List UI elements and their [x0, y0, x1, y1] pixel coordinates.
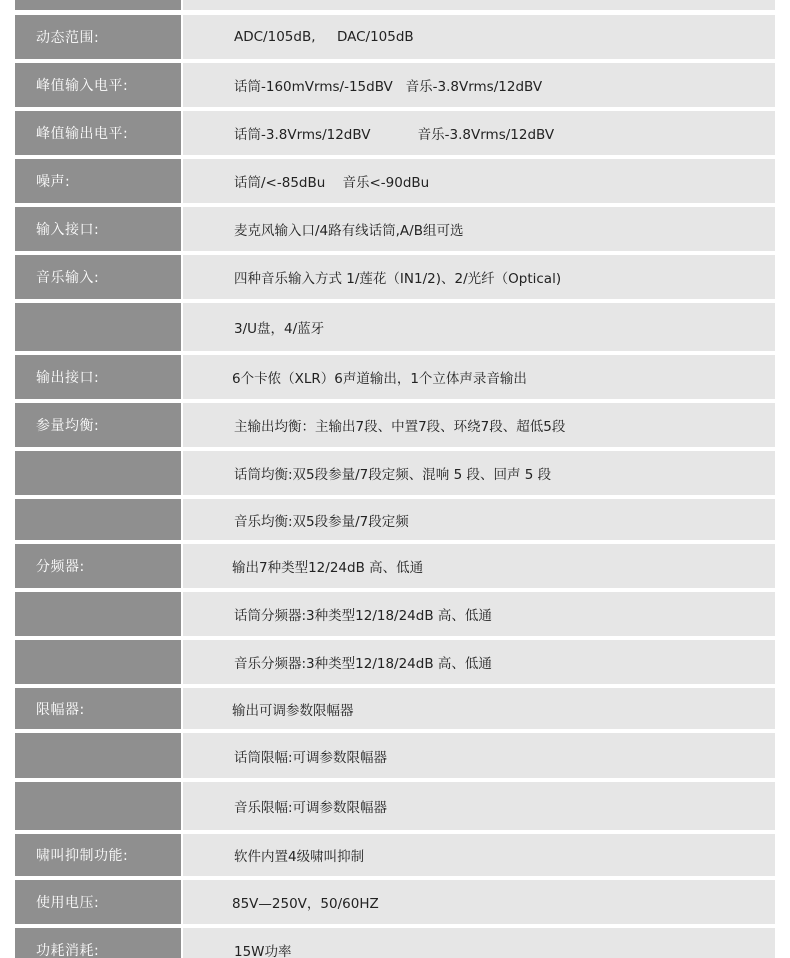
row-label: 峰值输入电平: [15, 63, 181, 107]
row-value: 85V—250V，50/60HZ [183, 880, 775, 924]
row-label [15, 0, 181, 10]
row-value: 话筒分频器:3种类型12/18/24dB 高、低通 [183, 592, 775, 636]
table-row [15, 355, 775, 399]
row-label [15, 303, 181, 351]
table-row [15, 782, 775, 830]
row-label: 动态范围: [15, 15, 181, 59]
row-label: 啸叫抑制功能: [15, 834, 181, 876]
row-label: 输入接口: [15, 207, 181, 251]
row-value: 音乐限幅:可调参数限幅器 [183, 782, 775, 830]
row-value: ADC/105dB, DAC/105dB [183, 15, 775, 59]
row-label: 分频器: [15, 544, 181, 588]
row-value: 15W功率 [183, 928, 775, 958]
row-value: 输出7种类型12/24dB 高、低通 [183, 544, 775, 588]
row-label: 峰值输出电平: [15, 111, 181, 155]
row-label [15, 592, 181, 636]
row-value: 四种音乐输入方式 1/莲花（IN1/2)、2/光纤（Optical) [183, 255, 775, 299]
table-row [15, 63, 775, 107]
row-value: 音乐均衡:双5段参量/7段定频 [183, 499, 775, 540]
row-label: 音乐输入: [15, 255, 181, 299]
table-row [15, 928, 775, 958]
row-label: 输出接口: [15, 355, 181, 399]
row-value: 话筒均衡:双5段参量/7段定频、混响 5 段、回声 5 段 [183, 451, 775, 495]
row-value: 话筒-3.8Vrms/12dBV 音乐-3.8Vrms/12dBV [183, 111, 775, 155]
row-value: 话筒/<-85dBu 音乐<-90dBu [183, 159, 775, 203]
table-row [15, 688, 775, 729]
row-label [15, 451, 181, 495]
table-row [15, 834, 775, 876]
row-label [15, 640, 181, 684]
row-value: 6个卡侬（XLR）6声道输出，1个立体声录音输出 [183, 355, 775, 399]
row-value: 主输出均衡：主输出7段、中置7段、环绕7段、超低5段 [183, 403, 775, 447]
table-row [15, 544, 775, 588]
row-value: 3/U盘，4/蓝牙 [183, 303, 775, 351]
row-value: 音乐分频器:3种类型12/18/24dB 高、低通 [183, 640, 775, 684]
row-label [15, 499, 181, 540]
row-label: 噪声: [15, 159, 181, 203]
table-row [15, 15, 775, 59]
row-value: 麦克风输入口/4路有线话筒,A/B组可选 [183, 207, 775, 251]
row-value: 软件内置4级啸叫抑制 [183, 834, 775, 876]
table-row [15, 403, 775, 447]
table-row [15, 207, 775, 251]
row-label [15, 733, 181, 778]
row-label: 使用电压: [15, 880, 181, 924]
row-label [15, 782, 181, 830]
row-value: 输出可调参数限幅器 [183, 688, 775, 729]
table-row [15, 0, 775, 10]
table-row [15, 159, 775, 203]
table-row [15, 640, 775, 684]
table-row [15, 733, 775, 778]
row-label: 参量均衡: [15, 403, 181, 447]
table-row [15, 499, 775, 540]
row-value: 话筒-160mVrms/-15dBV 音乐-3.8Vrms/12dBV [183, 63, 775, 107]
row-label: 功耗消耗: [15, 928, 181, 958]
table-row [15, 255, 775, 299]
table-row [15, 451, 775, 495]
table-row [15, 592, 775, 636]
row-value: 话筒限幅:可调参数限幅器 [183, 733, 775, 778]
row-label: 限幅器: [15, 688, 181, 729]
table-row [15, 303, 775, 351]
row-value [183, 0, 775, 10]
table-row [15, 880, 775, 924]
table-row [15, 111, 775, 155]
